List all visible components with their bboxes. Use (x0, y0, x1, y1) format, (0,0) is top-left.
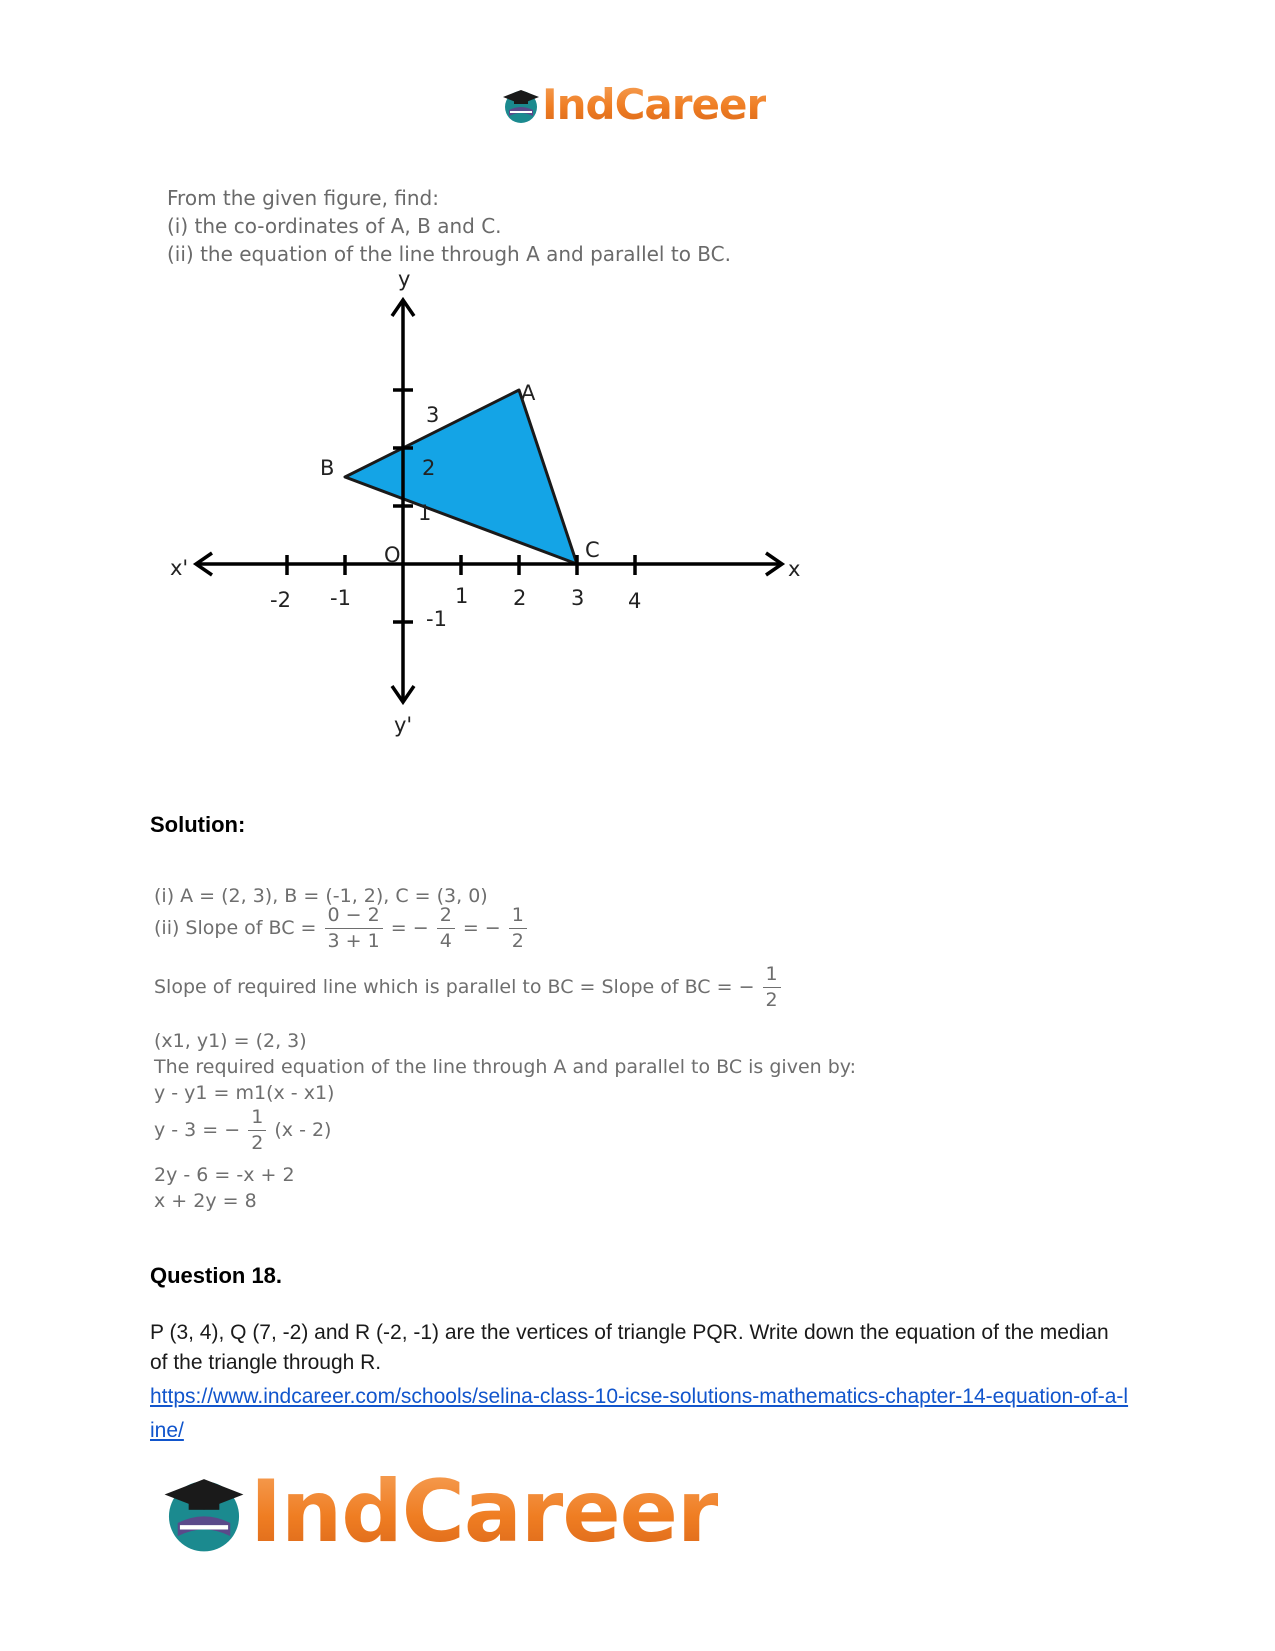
x-tick-label: 3 (571, 586, 585, 610)
solution-heading: Solution: (150, 812, 246, 837)
point-label-b: B (320, 456, 335, 480)
question-line: From the given figure, find: (167, 186, 439, 210)
question-line: (ii) the equation of the line through A and parallel to BC. (167, 242, 731, 266)
x-tick-label: 1 (455, 584, 469, 608)
x-tick-label: -2 (270, 588, 291, 612)
fraction (763, 965, 781, 1010)
brand-name: IndCareer (250, 1462, 719, 1562)
equals-sign: = − (462, 917, 501, 939)
origin-label: O (384, 543, 401, 567)
indcareer-logo-bottom (158, 1462, 718, 1562)
question18-heading: Question 18. (150, 1263, 283, 1288)
y-axis-label: y (398, 272, 411, 291)
fraction (248, 1108, 266, 1153)
y-tick-label: 3 (426, 403, 440, 427)
x-axis-label: x (788, 557, 801, 581)
x-tick-label: 4 (628, 589, 642, 613)
fraction-numerator: 1 (509, 906, 527, 929)
fraction (437, 906, 455, 951)
fraction-denominator: 4 (439, 930, 452, 952)
solution-line-point: (x1, y1) = (2, 3) (154, 1030, 307, 1052)
question-line: (i) the co-ordinates of A, B and C. (167, 214, 502, 238)
fraction-numerator: 1 (763, 965, 781, 988)
graduation-cap-globe-icon (500, 84, 542, 126)
question-statement (167, 184, 731, 268)
y-tick-label: 1 (418, 501, 432, 525)
y-tick-label: 2 (422, 456, 436, 480)
fraction-numerator: 2 (437, 906, 455, 929)
question18-text: P (3, 4), Q (7, -2) and R (-2, -1) are the vertices of triangle PQR. Write down the equation of the median of the triangle through R. (150, 1321, 1109, 1374)
solution-line-slope-bc (154, 906, 529, 951)
y-neg-axis-label: y' (394, 713, 413, 737)
solution-line-point-slope-form: y - y1 = m1(x - x1) (154, 1082, 335, 1104)
substitution-prefix: y - 3 = − (154, 1119, 241, 1141)
indcareer-logo-top (500, 80, 766, 129)
coordinate-figure (170, 272, 850, 762)
solution-line-answer: x + 2y = 8 (154, 1190, 257, 1212)
triangle-abc (345, 390, 577, 564)
solution-line-statement: The required equation of the line through A and parallel to BC is given by: (154, 1056, 857, 1078)
fraction-numerator: 0 − 2 (325, 906, 383, 929)
solution-line-coordinates: (i) A = (2, 3), B = (-1, 2), C = (3, 0) (154, 885, 488, 907)
point-label-c: C (585, 538, 600, 562)
substitution-suffix: (x - 2) (274, 1119, 332, 1141)
y-tick-label: -1 (426, 607, 447, 631)
fraction (325, 906, 383, 951)
solution-line-substitution (154, 1108, 331, 1153)
fraction-denominator: 3 + 1 (327, 930, 380, 952)
solution-line-required-slope (154, 965, 783, 1010)
slope-bc-prefix: (ii) Slope of BC = (154, 917, 317, 939)
x-neg-axis-label: x' (170, 556, 189, 580)
point-label-a: A (521, 381, 536, 405)
fraction-denominator: 2 (251, 1132, 264, 1154)
fraction-numerator: 1 (248, 1108, 266, 1131)
fraction-denominator: 2 (511, 930, 524, 952)
brand-name: IndCareer (542, 80, 767, 129)
x-tick-label: -1 (330, 586, 351, 610)
fraction (509, 906, 527, 951)
source-link[interactable]: https://www.indcareer.com/schools/selina-class-10-icse-solutions-mathematics-chapter-14-equation-of-a-line/ (150, 1385, 1129, 1442)
equals-sign: = − (390, 917, 429, 939)
solution-line-simplify: 2y - 6 = -x + 2 (154, 1164, 295, 1186)
x-tick-label: 2 (513, 586, 527, 610)
graduation-cap-globe-icon (158, 1466, 250, 1558)
fraction-denominator: 2 (765, 989, 778, 1011)
required-slope-prefix: Slope of required line which is parallel to BC = Slope of BC = − (154, 976, 755, 998)
